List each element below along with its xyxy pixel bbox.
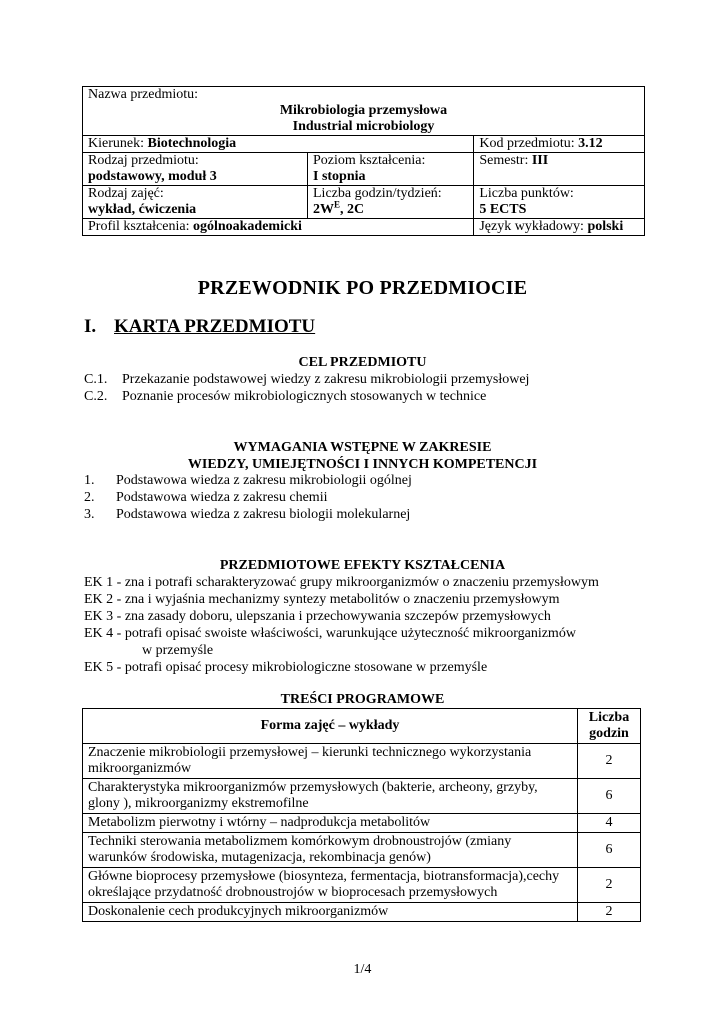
- section-title: KARTA PRZEDMIOTU: [114, 316, 316, 337]
- ek-item: EK 3 - zna zasady doboru, ulepszania i przechowywania szczepów przemysłowych: [84, 609, 551, 624]
- section-heading: [84, 316, 315, 338]
- wymagania-heading: [0, 439, 725, 473]
- poziom-cell: [308, 153, 474, 186]
- item-label: 3.: [84, 507, 95, 522]
- table-row: [83, 833, 641, 868]
- table-row: [83, 868, 641, 903]
- kod-label: Kod przedmiotu:: [479, 136, 579, 151]
- hours-cell: 4: [578, 814, 641, 833]
- ek-item: EK 4 - potrafi opisać swoiste właściwości, warunkujące użyteczność mikroorganizmów: [84, 626, 576, 641]
- section-number: I.: [84, 316, 97, 337]
- table-row: [83, 744, 641, 779]
- course-name-cell: [83, 87, 645, 136]
- item-label: 2.: [84, 490, 95, 505]
- course-name-pl: Mikrobiologia przemysłowa: [279, 103, 448, 118]
- item-text: Podstawowa wiedza z zakresu mikrobiologii ogólnej: [116, 473, 412, 488]
- kod-value: 3.12: [578, 136, 603, 151]
- jezyk-cell: [474, 219, 645, 236]
- item-text: Przekazanie podstawowej wiedzy z zakresu mikrobiologii przemysłowej: [122, 372, 530, 387]
- jezyk-label: Język wykładowy:: [479, 219, 588, 234]
- semestr-label: Semestr:: [479, 153, 532, 168]
- table-row: [83, 779, 641, 814]
- col-liczba-line1: Liczba: [588, 710, 630, 725]
- item-label: 1.: [84, 473, 95, 488]
- list-item: [84, 489, 412, 506]
- course-info-table: [82, 86, 645, 236]
- rodzaj-zajec-value: wykład, ćwiczenia: [88, 202, 197, 217]
- item-label: C.1.: [84, 372, 108, 387]
- rodzaj-przedmiotu-label: Rodzaj przedmiotu:: [88, 153, 199, 168]
- table-header-row: [83, 709, 641, 744]
- course-name-label: Nazwa przedmiotu:: [88, 87, 199, 102]
- ek-item: EK 5 - potrafi opisać procesy mikrobiologiczne stosowane w przemyśle: [84, 660, 488, 675]
- program-table: [82, 708, 641, 922]
- rodzaj-zajec-cell: [83, 186, 308, 219]
- ek-item: EK 2 - zna i wyjaśnia mechanizmy syntezy metabolitów o znaczeniu przemysłowym: [84, 592, 560, 607]
- profil-cell: [83, 219, 474, 236]
- topic-cell: Charakterystyka mikroorganizmów przemysłowych (bakterie, archeony, grzyby, glony ), mikroorganizmy ekstremofilne: [83, 779, 578, 814]
- punkty-cell: [474, 186, 645, 219]
- godziny-sup: E: [334, 199, 341, 210]
- efekty-heading: PRZEDMIOTOWE EFEKTY KSZTAŁCENIA: [219, 558, 506, 573]
- course-name-en: Industrial microbiology: [292, 119, 435, 134]
- table-row: [83, 903, 641, 922]
- tresci-heading: TREŚCI PROGRAMOWE: [280, 692, 445, 707]
- col-forma-header: Forma zajęć – wykłady: [83, 709, 578, 744]
- item-label: C.2.: [84, 389, 108, 404]
- item-text: Poznanie procesów mikrobiologicznych stosowanych w technice: [122, 389, 487, 404]
- profil-value: ogólnoakademicki: [192, 219, 302, 234]
- col-liczba-line2: godzin: [589, 726, 629, 741]
- semestr-cell: [474, 153, 645, 186]
- item-text: Podstawowa wiedza z zakresu chemii: [116, 490, 328, 505]
- kierunek-cell: [83, 136, 474, 153]
- page-number: 1/4: [353, 962, 372, 977]
- list-item: [84, 506, 412, 523]
- profil-label: Profil kształcenia:: [88, 219, 193, 234]
- jezyk-value: polski: [587, 219, 624, 234]
- document-title: PRZEWODNIK PO PRZEDMIOCIE: [197, 277, 528, 299]
- kierunek-label: Kierunek:: [88, 136, 148, 151]
- godziny-label: Liczba godzin/tydzień:: [313, 186, 442, 201]
- list-item: [84, 472, 412, 489]
- rodzaj-zajec-label: Rodzaj zajęć:: [88, 186, 164, 201]
- semestr-value: III: [531, 153, 549, 168]
- cel-heading: CEL PRZEDMIOTU: [298, 355, 427, 370]
- hours-cell: 2: [578, 903, 641, 922]
- topic-cell: Główne bioprocesy przemysłowe (biosynteza, fermentacja, biotransformacja),cechy określające przydatność drobnoustrojów w bioprocesach przemysłowych: [83, 868, 578, 903]
- godziny-cell: [308, 186, 474, 219]
- wymagania-heading-line1: WYMAGANIA WSTĘPNE W ZAKRESIE: [233, 440, 492, 455]
- item-text: Podstawowa wiedza z zakresu biologii molekularnej: [116, 507, 411, 522]
- efekty-list: [84, 574, 599, 676]
- kod-cell: [474, 136, 645, 153]
- list-item: [84, 371, 529, 388]
- hours-cell: 2: [578, 744, 641, 779]
- poziom-value: I stopnia: [313, 169, 366, 184]
- cel-list: [84, 371, 529, 405]
- kierunek-value: Biotechnologia: [147, 136, 237, 151]
- ek-item-continuation: w przemyśle: [142, 643, 214, 658]
- wymagania-heading-line2: WIEDZY, UMIEJĘTNOŚCI I INNYCH KOMPETENCJI: [187, 457, 538, 472]
- wymagania-list: [84, 472, 412, 523]
- list-item: [84, 388, 529, 405]
- poziom-label: Poziom kształcenia:: [313, 153, 426, 168]
- hours-cell: 6: [578, 779, 641, 814]
- topic-cell: Znaczenie mikrobiologii przemysłowej – kierunki technicznego wykorzystania mikroorganizmów: [83, 744, 578, 779]
- topic-cell: Metabolizm pierwotny i wtórny – nadprodukcja metabolitów: [83, 814, 578, 833]
- topic-cell: Techniki sterowania metabolizmem komórkowym drobnoustrojów (zmiany warunków środowiska, mutagenizacja, rekombinacja genów): [83, 833, 578, 868]
- table-row: [83, 814, 641, 833]
- punkty-label: Liczba punktów:: [479, 186, 574, 201]
- punkty-value: 5 ECTS: [479, 202, 527, 217]
- topic-cell: Doskonalenie cech produkcyjnych mikroorganizmów: [83, 903, 578, 922]
- rodzaj-przedmiotu-cell: [83, 153, 308, 186]
- hours-cell: 2: [578, 868, 641, 903]
- col-liczba-header: [578, 709, 641, 744]
- ek-item: EK 1 - zna i potrafi scharakteryzować grupy mikroorganizmów o znaczeniu przemysłowym: [84, 575, 599, 590]
- rodzaj-przedmiotu-value: podstawowy, moduł 3: [88, 169, 217, 184]
- hours-cell: 6: [578, 833, 641, 868]
- godziny-value-post: , 2C: [340, 202, 365, 217]
- godziny-value: 2W: [313, 202, 334, 217]
